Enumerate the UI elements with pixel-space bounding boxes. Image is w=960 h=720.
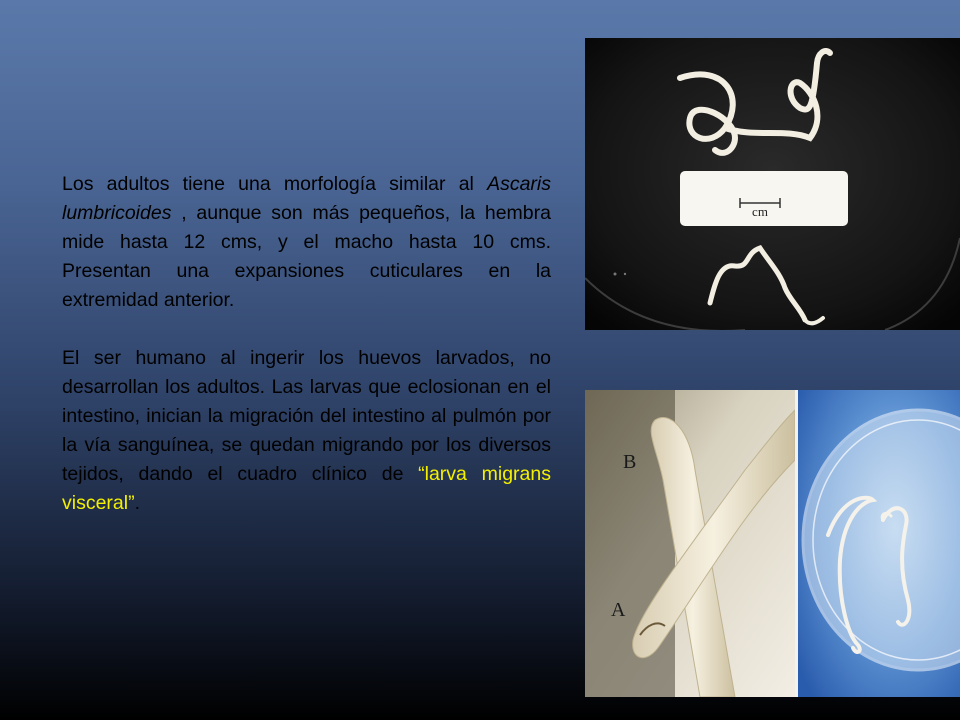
paragraph-morphology <box>62 170 551 315</box>
paragraph1-text-a: Los adultos tiene una morfología similar al <box>62 173 488 195</box>
scale-label: cm <box>752 204 768 219</box>
label-b: B <box>623 451 637 473</box>
species-name: Ascaris lumbricoides <box>62 173 551 224</box>
worms-blue-dish-photo <box>798 390 960 697</box>
paragraph1-text-b: , aunque son más pequeños, la hembra mide hasta 12 cms, y el macho hasta 10 cms. Presentan una expansiones cuticulares en la extremidad anterior. <box>62 202 551 311</box>
worm-closeup-photo <box>585 390 795 697</box>
paragraph2-text-b: . <box>134 492 141 514</box>
label-a: A <box>611 599 626 621</box>
paragraph-migration <box>62 344 551 518</box>
paragraph2-text-a: El ser humano al ingerir los huevos larvados, no desarrollan los adultos. Las larvas que eclosionan en el intestino, inician la migración del intestino al pulmón por la vía sanguínea, se quedan migrando por los diversos tejidos, dando el cuadro clínico de <box>62 347 551 485</box>
worms-petri-dish-photo <box>585 38 960 330</box>
highlighted-term: “larva migrans visceral” <box>62 463 551 514</box>
description-text <box>62 170 551 547</box>
